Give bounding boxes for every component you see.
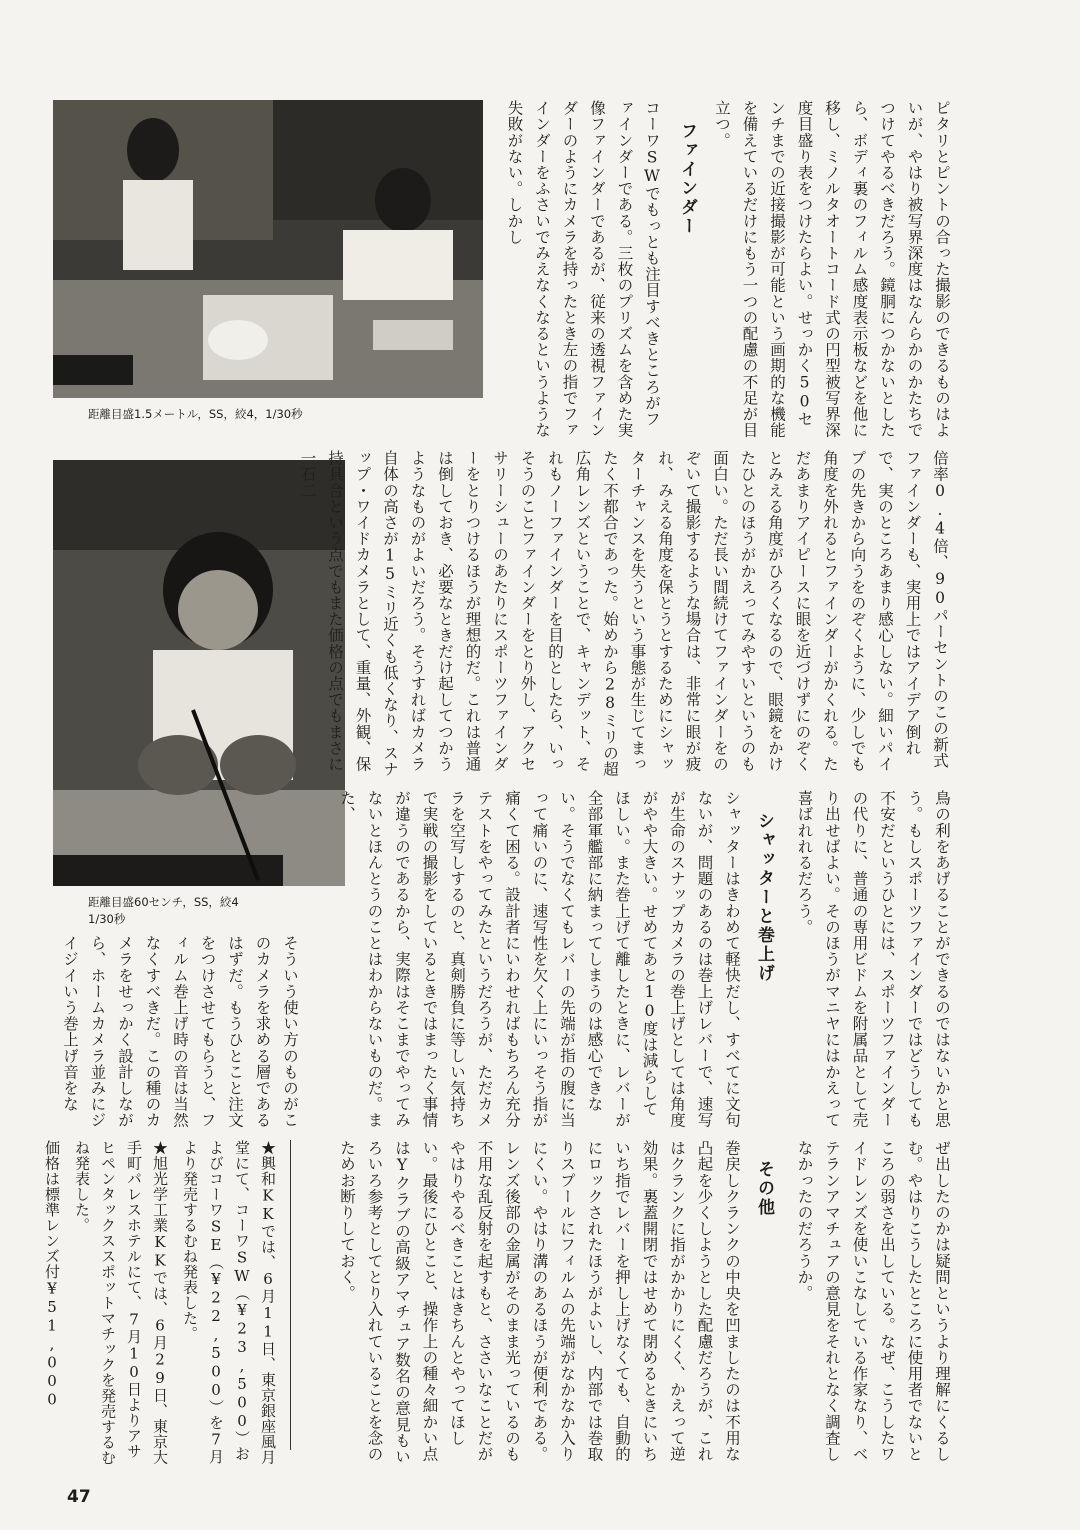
text-block-finder bbox=[495, 100, 665, 440]
news-item-price: 価格は標準レンズ付¥51,000 bbox=[43, 1140, 61, 1409]
heading-finder: ファインダー bbox=[677, 122, 697, 236]
news-column bbox=[43, 1140, 281, 1470]
photo-children-painting-top bbox=[53, 100, 483, 398]
paragraph-depth-of-field: ピタリとピントの合った撮影のできるものはよいが、やはり被写界深度はなんらかのかたちでつけてやるべきだろう。鏡胴につかないとしたら、ボディ裏のフィルム感度表示板などを他に移し、ミノルタオートコード式の円型被写界深度目盛り表をつけたらよい。せっかく50センチまでの近接撮影が可能という画期的な機能を備えているだけにもう一つの配慮の不足が目立つ。 bbox=[713, 100, 951, 439]
text-block-shutter bbox=[338, 790, 745, 1130]
paragraph-professional-opinion: ぜ出したのかは疑問というより理解にくるしむ。やはりこうしたところに使用者でないところの弱さを出している。なぜ、こうしたワイドレンズを使いこなしている作家なり、ベテランアマチュアの意見をそれとなく調査しなかったのだろうか。 bbox=[795, 1140, 951, 1462]
paragraph-sports-finder: 鳥の利をあげることができるのではないかと思う。もしスポーツファインダーではどうしても不安だというひとには、スポーツファインダーの代りに、普通の専用ビドムを附属品として売り出せばよい。そのほうがマニヤにはかえって喜ばれれるだろう。 bbox=[795, 790, 951, 1129]
page-number: 47 bbox=[67, 1487, 91, 1507]
text-block-top-right bbox=[713, 100, 955, 440]
paragraph-shutter: シャッターはきわめて軽快だし、すべてに文句ないが、問題のあるのは巻上げレバーで、速写が生命のスナップカメラの巻上げとしては角度がやや大きい。せめてあと10度は減らしてほしい。また巻上げて離したときに、レバーが全部軍艦部に納まってしまうのは感心できない。そうでなくてもレバーの先端が指の腹に当って痛いのに、速写性を欠く上にいっそう指が痛くて困る。設計者にいわせればもちろん充分テストをやってみたというだろうが、ただカメラを空写しするのと、真剣勝負に等しい気持ちで実戦の撮影をしているときではまったく事情が違うのであるから、実際はそこまでやってみないとほんとうのことはわからないものだ。また、 bbox=[338, 790, 741, 1129]
paragraph-finder-continued: 倍率0.4倍、90パーセントのこの新式ファインダーも、実用上ではアイデア倒れで、実のところあまり感心しない。細いパイプの先きから向うをのぞくように、少しでも角度を外れるとファインダーがかくれる。ただあまりアイピースに眼を近づけずにのぞくとみえる角度がひろくなるので、眼鏡をかけたひとのほうがかえってみやすいというのも面白い。ただ長い間続けてファインダーをのぞいて撮影するような場合は、非常に眼が疲れ、みえる角度を保とうとするためにシャッターチャンスを失うという事態が生じてまったく不都合であった。始めから28ミリの超広角レンズということで、キャンデット、それもノーファインダーを目的としたら、いっそうのことファインダーをとり外し、アクセサリーシューのあたりにスポーツファインダーをとりつけるほうが理想的だ。これは普通は倒しておき、必要なときだけ起してつかうようなものがよいだろう。そうすればカメラ自体の高さが15ミリ近くも低くなり、スナップ・ワイドカメラとして、重量、外観、保持具合という点でもまた価格の点でもまさに一石二 bbox=[298, 450, 949, 777]
paragraph-shutter-continued: そういう使い方のものがこのカメラを求める層であるはずだ。もうひとこと注文をつけさせてもらうと、フィルム巻上げ時の音は当然なくすべきだ。この種のカメラをせっかく設計しながら、ホームカメラ並みにジイジイいう巻上げ音をな bbox=[61, 935, 299, 1129]
photo-bottom-caption bbox=[88, 894, 239, 928]
photo-bottom-caption-line2: 1/30秒 bbox=[88, 912, 126, 926]
text-block-bird bbox=[795, 790, 955, 1130]
text-block-other bbox=[305, 1140, 745, 1470]
news-item-kowa: ★興和KKでは、6月11日、東京銀座風月堂にて、コーワSW（¥23,500）およびコーワSE（¥22,500）を7月より発売するむね発表した。 bbox=[181, 1140, 277, 1465]
news-item-asahi: ★旭光学工業KKでは、6月29日、東京大手町パレスホテルにて、7月10日よりアサヒペンタックススポットマチックを発売するむね発表した。 bbox=[73, 1140, 169, 1466]
paragraph-finder: コーワSWでもっとも注目すべきところがファインダーである。三枚のプリズムを含めた実像ファインダーであるが、従来の透視ファインダーのようにカメラを持ったとき左の指でファインダーをふさいでみえなくなるというような失敗がない。しかし bbox=[505, 100, 661, 439]
heading-shutter: シャッターと巻上げ bbox=[754, 812, 774, 983]
column-divider-rule bbox=[290, 1140, 291, 1450]
text-block-bottom-right bbox=[795, 1140, 955, 1470]
text-block-shutter-continued bbox=[53, 935, 303, 1130]
photo-top-caption: 距離目盛1.5メートル，SS，絞4，1/30秒 bbox=[88, 407, 303, 421]
text-block-middle bbox=[298, 450, 953, 780]
paragraph-other: 巻戻しクランクの中央を凹ましたのは不用な凸起を少くしようとした配慮だろうが、これはクランクに指がかかりにくく、かえって逆効果。裏蓋開閉ではせめて閉めるときにいちいち指でレバーを押し上げなくても、自動的にロックされたほうがよいし、内部では巻取りスプールにフィルムの先端がなかなか入りにくい。やはり溝のあるほうが便利である。レンズ後部の金属がそのまま光っているのも不用な乱反射を起すもと、ささいなことだがやはりやるべきことはきちんとやってほしい。最後にひとこと、操作上の種々細かい点はYクラブの高級アマチュア数名の意見もいろいろ参考としてとり入れていることを念のためお断りしておく。 bbox=[338, 1140, 741, 1465]
heading-other: その他 bbox=[754, 1160, 774, 1217]
photo-bottom-caption-line1: 距離目盛60センチ，SS，絞4 bbox=[88, 895, 239, 909]
